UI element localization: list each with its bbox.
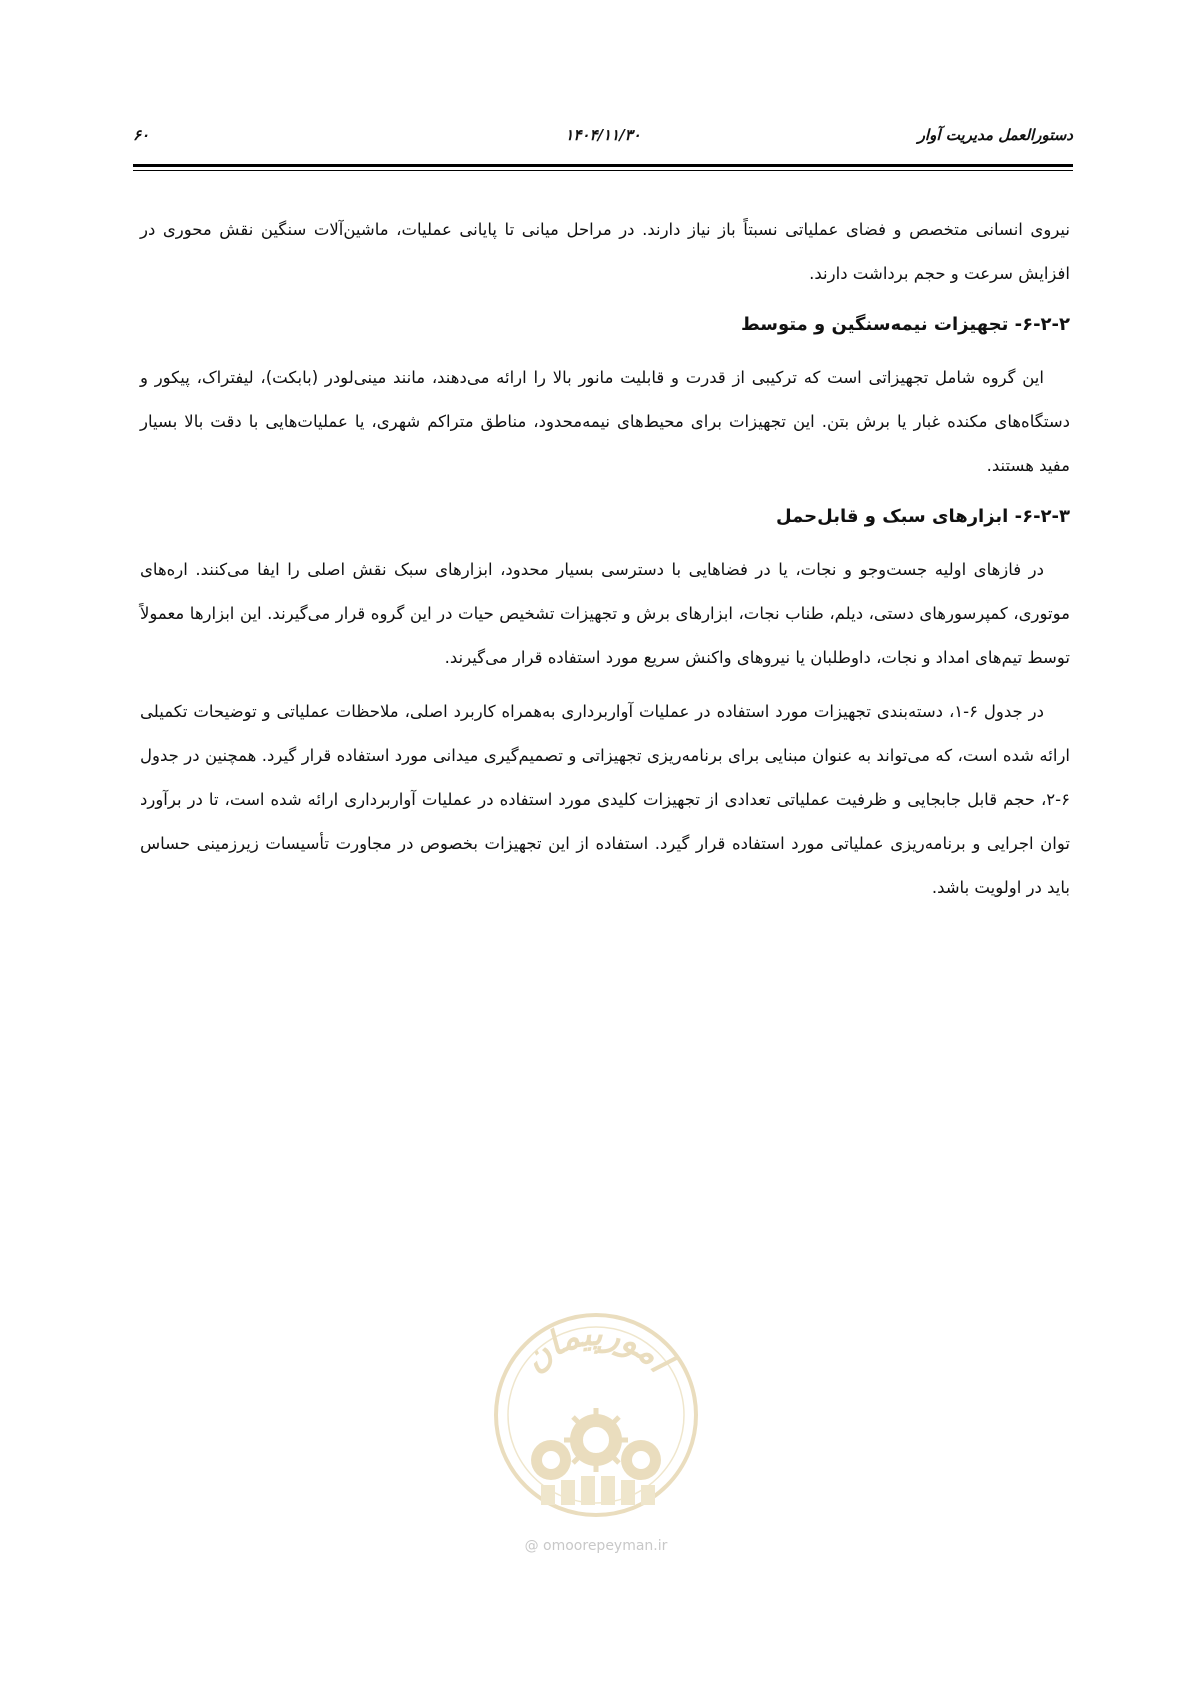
watermark-url: @ omoorepeyman.ir	[524, 1538, 668, 1554]
page-number: ۶۰	[133, 126, 150, 144]
section-heading: ۶-۲-۲- تجهیزات نیمه‌سنگین و متوسط	[741, 314, 1070, 335]
closing-paragraph: در جدول ۶-۱، دسته‌بندی تجهیزات مورد استفاده در عملیات آواربرداری به‌همراه کاربرد اصلی، ملاحظات عملیاتی و توضیحات تکمیلی ارائه شده است، که می‌تواند به عنوان مبنایی برای برنامه‌ریزی تجهیزاتی و تصمیم‌گیری میدانی مورد استفاده قرار گیرد. همچنین در جدول ۶-۲، حجم قابل جابجایی و ظرفیت عملیاتی تعدادی از تجهیزات کلیدی مورد استفاده در عملیات آواربرداری ارائه شده است، تا در برآورد توان اجرایی و برنامه‌ریزی عملیاتی مورد استفاده قرار گیرد. استفاده از این تجهیزات بخصوص در مجاورت تأسیسات زیرزمینی حساس باید در اولویت باشد.	[140, 702, 1070, 897]
header-date: ۱۴۰۴/۱۱/۳۰	[565, 126, 641, 144]
document-title: دستورالعمل مدیریت آوار	[917, 126, 1073, 144]
section-paragraph: در فازهای اولیه جست‌وجو و نجات، یا در فضاهایی با دسترسی بسیار محدود، ابزارهای سبک نقش اصلی را ایفا می‌کنند. اره‌های موتوری، کمپرسورهای دستی، دیلم، طناب نجات، ابزارهای برش و تجهیزات تشخیص حیات در این گروه قرار می‌گیرند. این ابزارها معمولاً توسط تیم‌های امداد و نجات، داوطلبان یا نیروهای واکنش سریع مورد استفاده قرار می‌گیرند.	[140, 560, 1070, 667]
header-divider-thin	[133, 170, 1073, 171]
section-heading: ۶-۲-۳- ابزارهای سبک و قابل‌حمل	[776, 506, 1070, 527]
page-content	[140, 208, 1070, 920]
watermark-logo	[481, 1300, 711, 1590]
header-divider	[133, 164, 1073, 167]
svg-text:امورپیمان: امورپیمان	[515, 1313, 679, 1380]
section-paragraph: این گروه شامل تجهیزاتی است که ترکیبی از قدرت و قابلیت مانور بالا را ارائه می‌دهند، مانند مینی‌لودر (بابکت)، لیفتراک، پیکور و دستگاه‌های مکنده غبار یا برش بتن. این تجهیزات برای محیط‌های نیمه‌محدود، مناطق متراکم شهری، یا عملیات‌هایی با دقت بالا بسیار مفید هستند.	[140, 368, 1070, 475]
intro-paragraph: نیروی انسانی متخصص و فضای عملیاتی نسبتاً باز نیاز دارند. در مراحل میانی تا پایانی عملیات، ماشین‌آلات سنگین نقش محوری در افزایش سرعت و حجم برداشت دارند.	[140, 220, 1070, 283]
page-header	[133, 126, 1073, 148]
seal-icon	[481, 1300, 711, 1530]
